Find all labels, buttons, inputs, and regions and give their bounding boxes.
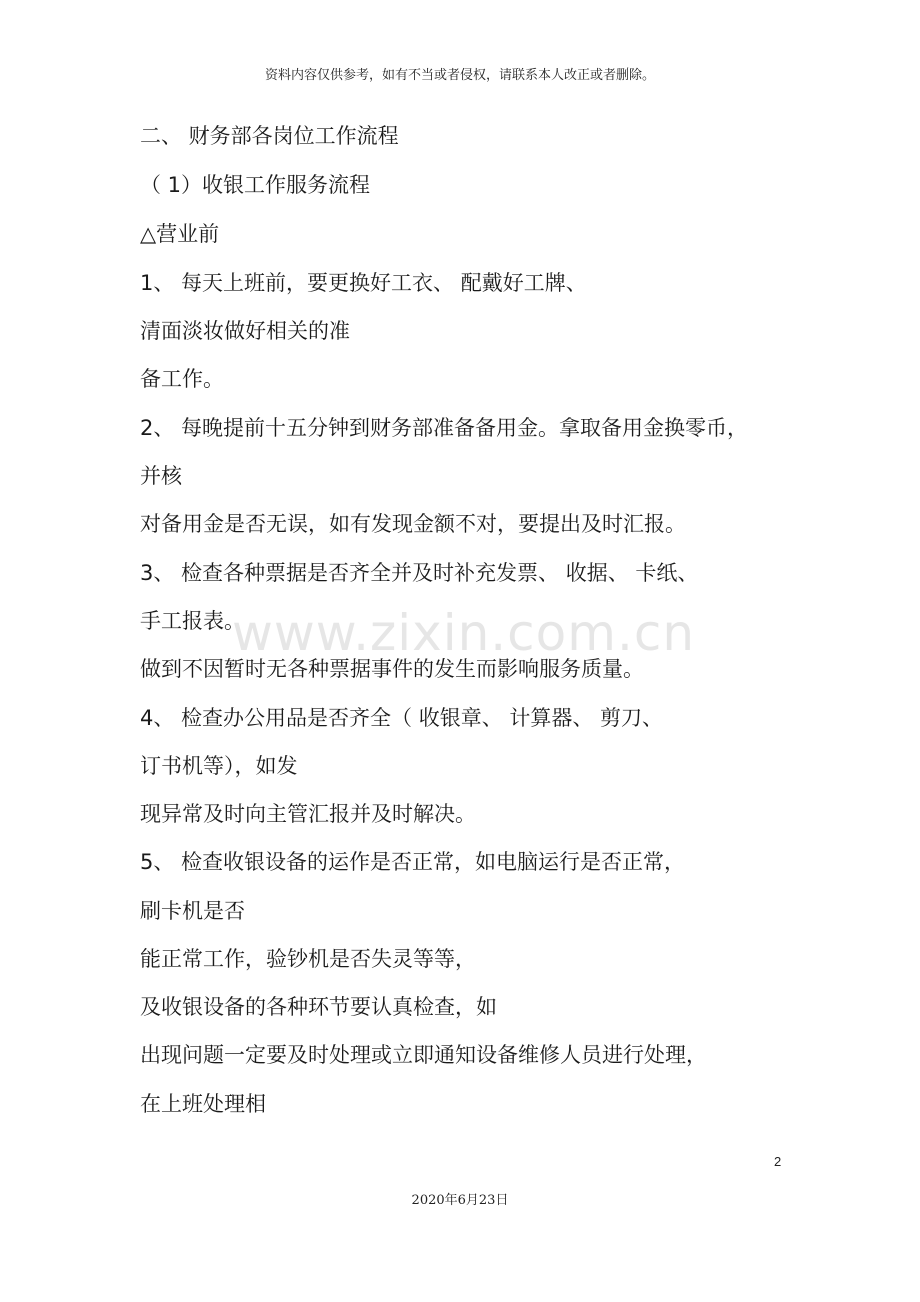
text-line: 3、 检查各种票据是否齐全并及时补充发票、 收据、 卡纸、 xyxy=(140,561,699,585)
text-line: 4、 检查办公用品是否齐全（ 收银章、 计算器、 剪刀、 xyxy=(140,706,664,730)
text-line: 做到不因暂时无各种票据事件的发生而影响服务质量。 xyxy=(140,657,644,681)
page-number: 2 xyxy=(774,1154,782,1169)
footer-date: 2020年6月23日 xyxy=(411,1193,509,1208)
watermark: www.zixin.com.cn xyxy=(232,604,696,662)
text-line: 现异常及时向主管汇报并及时解决。 xyxy=(140,802,476,826)
subsection-heading: （ 1）收银工作服务流程 xyxy=(140,173,371,197)
phase-heading: △营业前 xyxy=(140,222,220,246)
text-line: 刷卡机是否 xyxy=(140,899,245,923)
page-header-disclaimer: 资料内容仅供参考，如有不当或者侵权，请联系本人改正或者删除。 xyxy=(264,68,655,83)
text-line: 1、 每天上班前，要更换好工衣、 配戴好工牌、 xyxy=(140,271,587,295)
text-line: 并核 xyxy=(140,464,182,488)
section-heading: 二、 财务部各岗位工作流程 xyxy=(140,124,399,148)
text-line: 备工作。 xyxy=(140,367,224,391)
text-line: 订书机等），如发 xyxy=(140,754,298,778)
text-line: 手工报表。 xyxy=(140,609,245,633)
text-line: 在上班处理相 xyxy=(140,1092,266,1116)
text-line: 出现问题一定要及时处理或立即通知设备维修人员进行处理， xyxy=(140,1043,707,1067)
text-line: 及收银设备的各种环节要认真检查，如 xyxy=(140,995,497,1019)
text-line: 5、 检查收银设备的运作是否正常，如电脑运行是否正常， xyxy=(140,850,686,874)
text-line: 2、 每晚提前十五分钟到财务部准备备用金。拿取备用金换零币， xyxy=(140,416,749,440)
text-line: 对备用金是否无误，如有发现金额不对，要提出及时汇报。 xyxy=(140,512,686,536)
text-line: 能正常工作，验钞机是否失灵等等， xyxy=(140,947,476,971)
text-line: 清面淡妆做好相关的准 xyxy=(140,319,350,343)
